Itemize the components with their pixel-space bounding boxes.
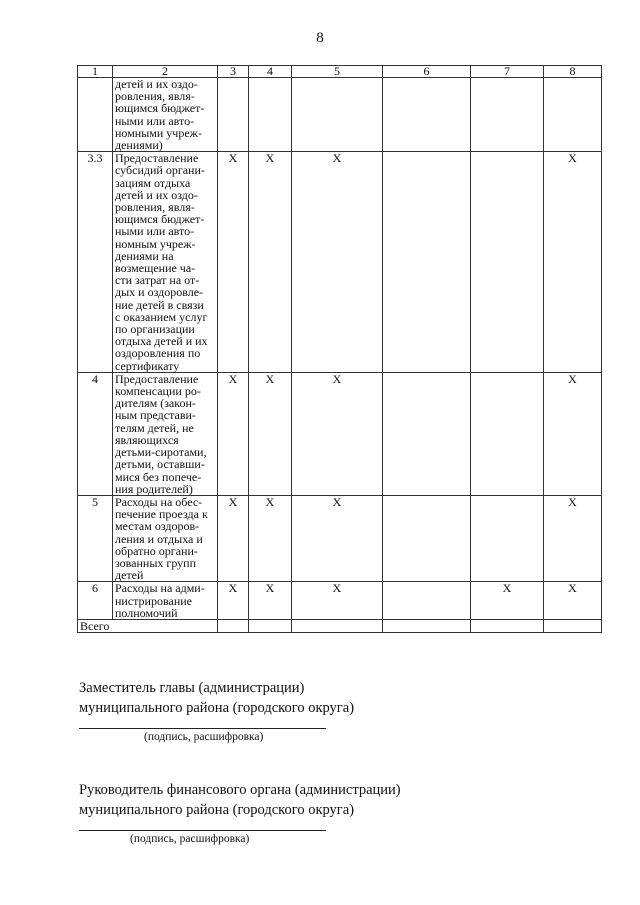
total-cell bbox=[292, 619, 383, 632]
mark-cell: X bbox=[292, 152, 383, 373]
description-line: с оказанием услуг bbox=[115, 309, 208, 324]
signature-line bbox=[79, 830, 326, 831]
description-line: полномочий bbox=[115, 605, 178, 620]
mark-cell bbox=[383, 78, 471, 152]
signature-line bbox=[79, 728, 326, 729]
table-row bbox=[78, 152, 602, 373]
total-cell bbox=[249, 619, 292, 632]
description-line: ления и отдыха и bbox=[115, 531, 203, 546]
description-line: телям детей, не bbox=[115, 420, 194, 435]
row-number: 6 bbox=[78, 582, 113, 620]
description-line: сертификату bbox=[115, 358, 180, 373]
total-cell bbox=[383, 619, 471, 632]
total-label: Всего bbox=[78, 619, 218, 632]
description-line: ным представи- bbox=[115, 408, 196, 423]
description-line: детей и их оздо- bbox=[115, 187, 198, 202]
mark-cell bbox=[383, 495, 471, 581]
mark-cell: X bbox=[544, 152, 602, 373]
total-cell bbox=[218, 619, 249, 632]
mark-cell: X bbox=[544, 372, 602, 495]
description-line: оздоровления по bbox=[115, 346, 201, 361]
description-line: номными учреж- bbox=[115, 125, 202, 140]
description-line: компенсации ро- bbox=[115, 384, 201, 399]
description-line: детей bbox=[115, 568, 144, 583]
column-header: 7 bbox=[471, 66, 544, 78]
description-line: ющимся бюджет- bbox=[115, 212, 205, 227]
description-line: нистрирование bbox=[115, 593, 192, 608]
mark-cell bbox=[471, 78, 544, 152]
table-body bbox=[78, 66, 602, 633]
column-header: 5 bbox=[292, 66, 383, 78]
total-cell bbox=[471, 619, 544, 632]
row-description bbox=[113, 372, 218, 495]
mark-cell bbox=[218, 78, 249, 152]
row-number: 5 bbox=[78, 495, 113, 581]
signature-title-line: муниципального района (городского округа) bbox=[79, 802, 355, 818]
column-header: 4 bbox=[249, 66, 292, 78]
description-line: печение проезда к bbox=[115, 507, 208, 522]
signature-block-deputy bbox=[79, 678, 354, 718]
description-line: по организации bbox=[115, 322, 195, 337]
page-number: 8 bbox=[316, 30, 324, 46]
mark-cell: X bbox=[249, 582, 292, 620]
signature-caption: (подпись, расшифровка) bbox=[130, 833, 250, 845]
total-cell bbox=[544, 619, 602, 632]
mark-cell bbox=[383, 582, 471, 620]
description-line: сти затрат на от- bbox=[115, 273, 200, 288]
column-header: 8 bbox=[544, 66, 602, 78]
description-line: ровления, явля- bbox=[115, 89, 195, 104]
budget-table bbox=[77, 65, 602, 633]
table-row bbox=[78, 582, 602, 620]
description-line: Расходы на обес- bbox=[115, 494, 203, 509]
description-line: номным учреж- bbox=[115, 236, 196, 251]
description-line: ными или авто- bbox=[115, 224, 195, 239]
description-line: зациям отдыха bbox=[115, 175, 191, 190]
description-line: возмещение ча- bbox=[115, 261, 196, 276]
mark-cell: X bbox=[249, 152, 292, 373]
row-number: 4 bbox=[78, 372, 113, 495]
mark-cell bbox=[292, 78, 383, 152]
row-number bbox=[78, 78, 113, 152]
column-header: 3 bbox=[218, 66, 249, 78]
mark-cell: X bbox=[218, 372, 249, 495]
description-line: отдыха детей и их bbox=[115, 334, 208, 349]
signature-caption: (подпись, расшифровка) bbox=[144, 731, 264, 743]
description-line: местам оздоров- bbox=[115, 519, 200, 534]
mark-cell: X bbox=[471, 582, 544, 620]
description-line: зованных групп bbox=[115, 555, 197, 570]
signature-title-line: муниципального района (городского округа) bbox=[79, 700, 355, 716]
mark-cell: X bbox=[544, 582, 602, 620]
description-line: ющимся бюджет- bbox=[115, 101, 205, 116]
column-header: 2 bbox=[113, 66, 218, 78]
mark-cell: X bbox=[249, 372, 292, 495]
description-line: детьми-сиротами, bbox=[115, 445, 207, 460]
mark-cell bbox=[383, 372, 471, 495]
table-row bbox=[78, 78, 602, 152]
row-description bbox=[113, 152, 218, 373]
mark-cell bbox=[544, 78, 602, 152]
description-line: обратно органи- bbox=[115, 543, 198, 558]
row-description bbox=[113, 495, 218, 581]
description-line: детей и их оздо- bbox=[115, 77, 198, 91]
table-header-row bbox=[78, 66, 602, 78]
description-line: дителям (закон- bbox=[115, 396, 196, 411]
description-line: ровления, явля- bbox=[115, 200, 195, 215]
mark-cell bbox=[383, 152, 471, 373]
mark-cell bbox=[471, 152, 544, 373]
row-description bbox=[113, 582, 218, 620]
description-line: ния родителей) bbox=[115, 481, 193, 496]
description-line: дениями) bbox=[115, 138, 163, 153]
row-description bbox=[113, 78, 218, 152]
column-header: 6 bbox=[383, 66, 471, 78]
mark-cell: X bbox=[292, 372, 383, 495]
mark-cell: X bbox=[292, 495, 383, 581]
description-line: Предоставление bbox=[115, 371, 199, 386]
description-line: субсидий органи- bbox=[115, 163, 205, 178]
mark-cell: X bbox=[218, 582, 249, 620]
row-number: 3.3 bbox=[78, 152, 113, 373]
mark-cell: X bbox=[292, 582, 383, 620]
table-row bbox=[78, 372, 602, 495]
mark-cell bbox=[471, 495, 544, 581]
description-line: Расходы на адми- bbox=[115, 581, 205, 596]
description-line: мися без попече- bbox=[115, 469, 202, 484]
signature-block-finance-head bbox=[79, 780, 401, 820]
description-line: детьми, оставши- bbox=[115, 457, 205, 472]
description-line: ние детей в связи bbox=[115, 297, 204, 312]
description-line: дениями на bbox=[115, 248, 174, 263]
mark-cell: X bbox=[544, 495, 602, 581]
description-line: дых и оздоровле- bbox=[115, 285, 204, 300]
signature-title-line: Заместитель главы (администрации) bbox=[79, 680, 305, 696]
column-header: 1 bbox=[78, 66, 113, 78]
mark-cell: X bbox=[218, 152, 249, 373]
description-line: являющихся bbox=[115, 432, 179, 447]
total-row bbox=[78, 619, 602, 632]
table-row bbox=[78, 495, 602, 581]
mark-cell: X bbox=[218, 495, 249, 581]
mark-cell bbox=[249, 78, 292, 152]
mark-cell bbox=[471, 372, 544, 495]
signature-title-line: Руководитель финансового органа (администрации) bbox=[79, 782, 401, 798]
description-line: Предоставление bbox=[115, 151, 199, 166]
description-line: ными или авто- bbox=[115, 113, 195, 128]
mark-cell: X bbox=[249, 495, 292, 581]
